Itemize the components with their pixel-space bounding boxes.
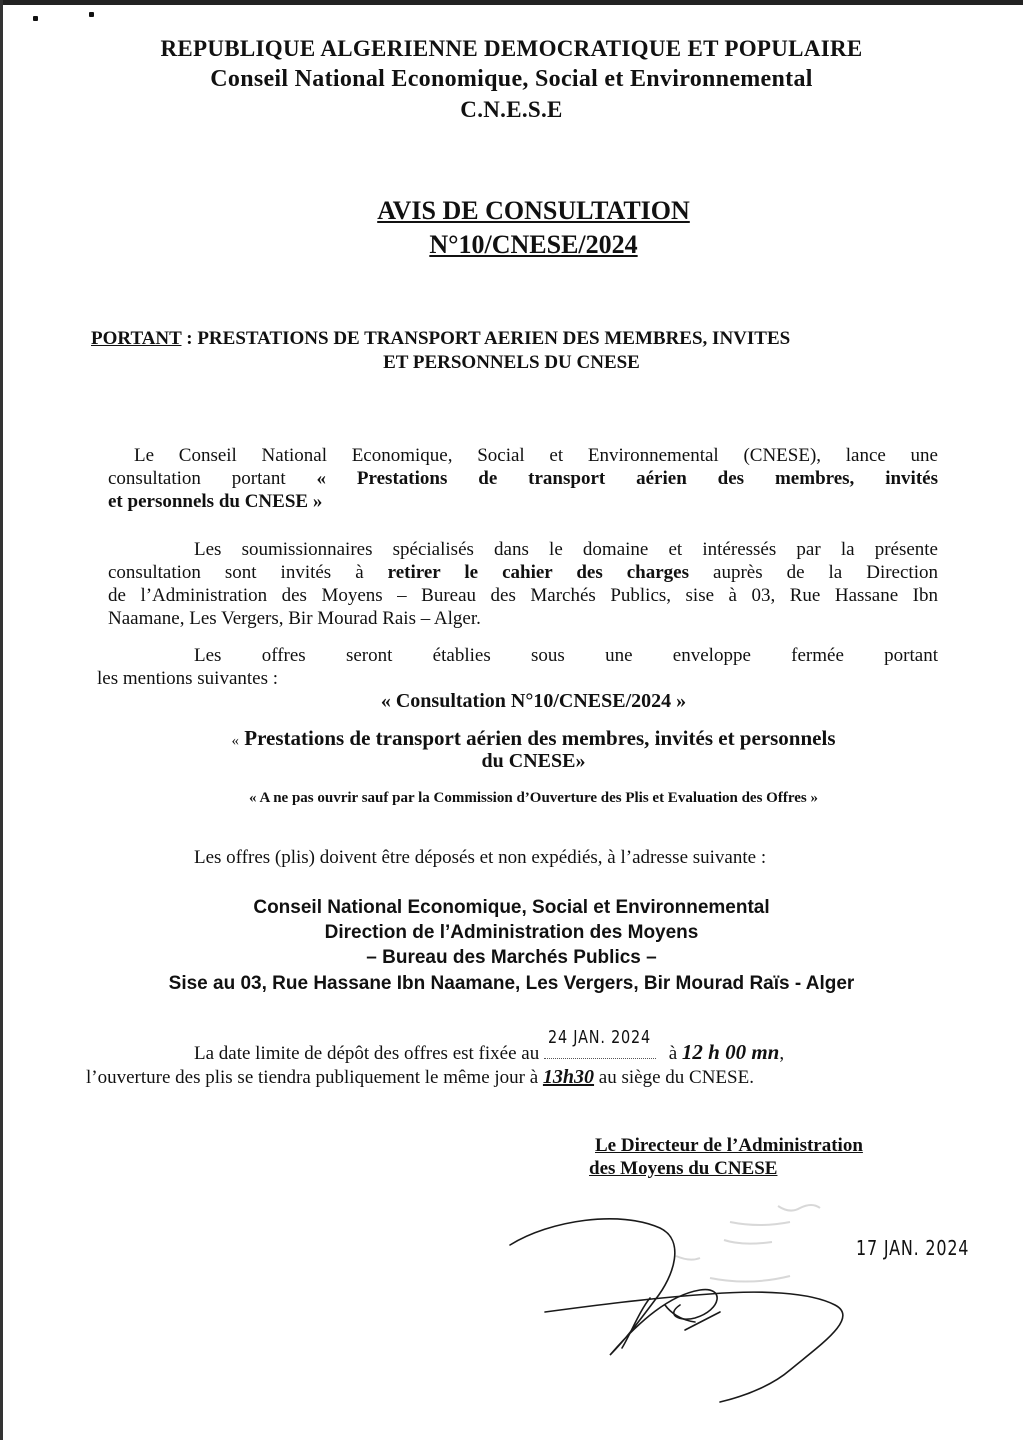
signature-date-stamp: 17 JAN. 2024 — [856, 1236, 970, 1260]
envelope-line2: les mentions suivantes : — [97, 668, 279, 689]
header-republic: REPUBLIQUE ALGERIENNE DEMOCRATIQUE ET POPULAIRE — [160, 36, 863, 61]
mention-consultation: « Consultation N°10/CNESE/2024 » — [380, 690, 687, 712]
bidders-line3: de l’Administration des Moyens – Bureau des Marchés Publics, sise à 03, Rue Hassane Ibn — [108, 585, 938, 606]
opening-text: l’ouverture des plis se tiendra publiquement le même jour à — [86, 1067, 539, 1088]
bidders-line2-a: consultation sont invités à — [108, 562, 388, 583]
scan-left-border — [0, 0, 3, 1440]
envelope-line1: Les offres seront établies sous une enveloppe fermée portant — [194, 645, 938, 666]
subject-line1: PRESTATIONS DE TRANSPORT AERIEN DES MEMBRES, INVITES — [197, 328, 791, 349]
intro-line1: Le Conseil National Economique, Social et Environnemental (CNESE), lance une — [134, 445, 938, 466]
deadline-line2 — [86, 1066, 936, 1089]
intro-line2-bold: « Prestations de transport aérien des membres, invités — [316, 468, 938, 489]
bidders-line4: Naamane, Les Vergers, Bir Mourad Rais – Alger. — [108, 608, 481, 629]
mention-prestations-text: Prestations de transport aérien des membres, invités et personnels — [244, 726, 836, 750]
address-line1: Conseil National Economique, Social et Environnemental — [253, 897, 770, 918]
address-line3: – Bureau des Marchés Publics – — [366, 947, 657, 968]
paragraph-envelope — [97, 644, 938, 690]
mention-prestations-line1 — [22, 726, 1023, 751]
scan-speck — [33, 16, 38, 21]
faded-stamp-marks — [676, 1205, 820, 1282]
intro-line2-text: consultation portant — [108, 468, 317, 489]
deadline-date-field — [544, 1027, 656, 1059]
notice-number: N°10/CNESE/2024 — [429, 230, 638, 259]
scan-speck — [89, 12, 94, 17]
bidders-line1: Les soumissionnaires spécialisés dans le domaine et intéressés par la présente — [194, 539, 938, 560]
handwritten-signature — [490, 1180, 870, 1410]
address-line2: Direction de l’Administration des Moyens — [324, 922, 699, 943]
bidders-line2-b: auprès de la Direction — [689, 562, 938, 583]
header-acronym: C.N.E.S.E — [460, 97, 563, 122]
intro-line3-bold: et personnels du CNESE » — [108, 491, 323, 512]
deadline-date-stamp: 24 JAN. 2024 — [547, 1027, 651, 1048]
mention-open-quote: « — [231, 733, 239, 749]
intro-line3 — [108, 490, 938, 513]
address-line4: Sise au 03, Rue Hassane Ibn Naamane, Les Vergers, Bir Mourad Raïs - Alger — [168, 973, 855, 994]
signatory-title-line2: des Moyens du CNESE — [589, 1158, 778, 1179]
opening-time: 13h30 — [542, 1066, 595, 1088]
subject — [91, 327, 941, 351]
subject-separator: : — [181, 328, 198, 349]
subject-label: PORTANT — [91, 328, 182, 349]
bidders-line2 — [108, 561, 938, 584]
intro-line2 — [108, 467, 938, 490]
mention-prestations-line2: du CNESE» — [481, 750, 586, 772]
paragraph-intro — [108, 444, 938, 513]
bidders-line2-bold: retirer le cahier des charges — [387, 562, 690, 583]
paragraph-deposit: Les offres (plis) doivent être déposés et non expédiés, à l’adresse suivante : — [194, 847, 767, 868]
mention-warning: « A ne pas ouvrir sauf par la Commission d’Ouverture des Plis et Evaluation des Offres » — [249, 790, 818, 806]
signatory-title-line1: Le Directeur de l’Administration — [595, 1135, 863, 1156]
notice-title: AVIS DE CONSULTATION — [377, 196, 690, 225]
deadline-time: 12 h 00 mn — [681, 1040, 780, 1064]
header-council: Conseil National Economique, Social et Environnemental — [210, 66, 813, 92]
scan-top-border — [0, 0, 1023, 5]
paragraph-bidders — [108, 538, 938, 630]
opening-place: au siège du CNESE. — [598, 1067, 754, 1088]
deadline-line1 — [194, 1027, 944, 1065]
deadline-text: La date limite de dépôt des offres est fixée au — [194, 1043, 540, 1064]
deadline-at: à — [668, 1043, 678, 1064]
deadline-comma: , — [779, 1043, 785, 1064]
subject-line2: ET PERSONNELS DU CNESE — [383, 352, 640, 373]
